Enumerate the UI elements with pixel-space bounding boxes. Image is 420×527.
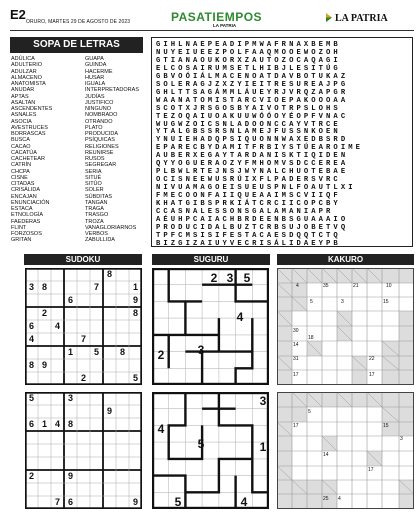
suguru-clue: 4 (157, 422, 165, 436)
word-list-item: ALMACENO (11, 74, 42, 81)
kakuro-clue: 10 (386, 283, 392, 289)
sopa-title: SOPA DE LETRAS (10, 37, 143, 53)
word-list-item: REUNIRSE (85, 149, 114, 156)
grid-row: GIHLNAEPEADIPMWAFRNAXBEMB (156, 41, 341, 49)
kakuro-title: KAKURO (277, 254, 414, 265)
word-list-item: BORRASCAS (11, 131, 46, 137)
suguru-clue: 3 (197, 343, 205, 357)
grid-row: QYYOGUERAOZYFMHOMVSDCCEREA (156, 160, 349, 169)
kakuro-clue: 5 (310, 299, 313, 305)
suguru-clue: 4 (236, 310, 244, 324)
sudoku-given: 4 (54, 419, 60, 429)
word-list-item: GUINDA (85, 62, 107, 69)
word-list-item: VANAGLORIARNOS (85, 224, 137, 231)
kakuro-clue: 17 (293, 423, 299, 429)
brand-name: LA PATRIA (335, 13, 388, 24)
word-list-item: ZABULLIDA (85, 237, 115, 244)
kakuro-clue: 25 (323, 496, 329, 502)
kakuro-clue: 18 (308, 335, 314, 341)
word-list-item: SEGREGAR (85, 162, 117, 169)
kakuro-clue: 5 (308, 409, 311, 415)
word-list-item: CACAO (11, 143, 31, 150)
sudoku-given: 9 (41, 360, 47, 370)
word-list-item: CHCPA (11, 168, 30, 175)
sudoku-title: SUDOKU (24, 254, 142, 265)
word-list-item: CACHETEAR (11, 156, 45, 162)
kakuro-clue: 35 (323, 283, 329, 289)
word-list-item: TRASGO (85, 212, 109, 219)
kakuro-clue: 30 (293, 328, 299, 334)
word-list-item: JUDÍAS (85, 93, 105, 100)
word-list-item: VERBOS (85, 231, 108, 237)
sudoku-given: 1 (67, 347, 73, 357)
grid-row: ELCOSAIRUMSETLHIBJLESITÚG (156, 64, 341, 73)
suguru-clue: 3 (226, 271, 234, 285)
sudoku-given: 1 (41, 419, 47, 429)
grid-row: YNUIEHADQPSIQUONNWAXEDBSRD (156, 136, 349, 145)
word-list-item: ASNALES (11, 112, 37, 119)
kakuro-clue: 4 (338, 496, 341, 502)
kakuro-clue: 15 (383, 299, 389, 305)
word-list-item: BUSCA (11, 137, 30, 144)
kakuro-clue: 14 (323, 452, 329, 458)
sudoku-given: 8 (28, 360, 34, 370)
suguru-clue: 5 (174, 495, 182, 509)
kakuro-clue: 17 (369, 372, 375, 378)
suguru-clue: 2 (157, 348, 165, 362)
word-list-item: CITADAS (11, 181, 35, 187)
sudoku-given: 7 (93, 282, 99, 292)
word-list-item: ADULZAR (11, 68, 37, 75)
kakuro-puzzle-1 (277, 268, 414, 385)
sudoku-given: 5 (132, 373, 138, 383)
word-list-item: RUSOS (85, 156, 105, 162)
word-list-item: IGUALA (85, 81, 106, 87)
sudoku-given: 6 (67, 497, 73, 507)
word-list-item: CACATÚA (11, 149, 37, 156)
suguru-clue: 2 (210, 271, 218, 285)
sudoku-given: 4 (54, 321, 60, 331)
word-list-item: INTERPRETADORAS (85, 87, 139, 94)
word-list-item: ASCENDENTES (11, 106, 53, 112)
word-list-item: SÚBDITAS (85, 193, 113, 200)
word-list-item: PRODUCIDA (85, 131, 119, 137)
word-list-item: ASALTAN (11, 99, 36, 106)
kakuro-clue: 3 (400, 436, 403, 442)
word-list-item: ETNOLOGÍA (11, 212, 44, 219)
word-list-item: AVESTRUCES (11, 124, 48, 131)
word-list-item: FAEDERAS (11, 218, 41, 225)
grid-row: FMECOONFAIIQUEAAIMSCVIIQF (156, 192, 341, 201)
word-list-item: ANATOMISTA (11, 81, 46, 87)
logo-main-text: PASATIEMPOS (171, 10, 263, 24)
sudoku-given: 6 (28, 419, 34, 429)
suguru-clue: 3 (259, 394, 267, 408)
sudoku-puzzle-1 (25, 268, 142, 385)
word-list-item: FLINT (11, 224, 27, 231)
sudoku-puzzle-2 (25, 392, 142, 509)
sudoku-given: 4 (28, 334, 34, 344)
word-list-item: RELIGIONES (85, 143, 119, 150)
word-list-item: TANGAN (85, 199, 108, 206)
grid-row: PRODUCIDALBUZTCRBSUJOBETVQ (156, 223, 349, 232)
kakuro-clue: 15 (383, 423, 389, 429)
grid-row: SCOTXJRSGOSBYAIVOTRPSLOHS (156, 104, 341, 113)
pasatiempos-logo (165, 10, 265, 30)
word-list-item: NINGUNO (85, 106, 111, 112)
kakuro-clue: 14 (293, 342, 299, 348)
grid-row: TPFCMSISIFESTACAESDQQTCTQ (156, 231, 341, 240)
sudoku-given: 3 (28, 282, 34, 292)
sudoku-given: 2 (41, 308, 47, 318)
kakuro-clue: 3 (341, 299, 344, 305)
kakuro-clue: 17 (368, 467, 374, 473)
word-list-item: PSÍQUICAS (85, 137, 115, 144)
sudoku-given: 2 (28, 471, 34, 481)
word-list-item: CISNE (11, 174, 28, 181)
sudoku-given: 1 (132, 282, 138, 292)
sudoku-given: 9 (67, 471, 73, 481)
grid-row: GHLTTSAGÁMMLÁUEYRJVRQZAPGR (156, 88, 349, 97)
sudoku-given: 6 (28, 321, 34, 331)
grid-row: KHATGIBSPRKIÁTCRCIICOPCBY (156, 200, 341, 208)
word-list-item: ENUNCIACIÓN (11, 199, 50, 206)
word-list-item: ENCAJAN (11, 193, 37, 200)
grid-row: AUBERXEGAYTARDANISKTIQIDEN (156, 152, 349, 161)
sudoku-given: 5 (93, 347, 99, 357)
grid-row: EPARECBYDAMITFRBIYSTÚEAROIME (156, 144, 364, 153)
kakuro-puzzle-2 (277, 392, 414, 509)
grid-row: NUYEIUEEZPOLFAAQMOOEWOZOH (156, 48, 341, 57)
kakuro-clue: 17 (293, 372, 299, 378)
grid-row: SOLERAGJZXZYIEITRESUREAJPG (156, 80, 349, 89)
kakuro-clue: 22 (369, 356, 375, 362)
word-list-item: ADÚLICA (11, 56, 35, 62)
sudoku-given: 3 (67, 393, 73, 403)
word-list-item: SITUÉ (85, 174, 102, 181)
word-list-item: FORZOSOS (11, 231, 42, 237)
sudoku-given: 6 (67, 295, 73, 305)
word-list-item: CRISÁLIDA (11, 187, 41, 194)
word-list-item: OTRANDO (85, 118, 113, 125)
suguru-clue: 1 (259, 440, 267, 454)
word-list-item: SERIA (85, 168, 102, 175)
brand-flag-icon (325, 12, 333, 23)
header-divider (10, 30, 414, 31)
word-list-item: HACERME (85, 68, 113, 75)
sudoku-given: 5 (28, 393, 34, 403)
grid-row: PLBWLRTEJNSJWYNALCHUOTEBAE (156, 168, 349, 177)
sudoku-given: 8 (67, 419, 73, 429)
sudoku-given: 9 (106, 406, 112, 416)
sudoku-given: 8 (119, 347, 125, 357)
word-list-item: PLATO (85, 124, 103, 131)
suguru-puzzle-2 (152, 392, 269, 509)
suguru-clue: 5 (197, 437, 205, 451)
word-search-grid (151, 37, 413, 247)
word-list-item: ESTACA (11, 206, 33, 212)
word-list-item: SOLER (85, 187, 104, 194)
logo-sub-text: LA PATRIA (213, 23, 237, 28)
suguru-puzzle-1 (152, 268, 269, 385)
word-list-item: HUSAR (85, 74, 105, 81)
grid-row: CCASNALESSONSGALAMANIAPR (156, 207, 334, 216)
suguru-title: SUGURU (152, 254, 270, 265)
grid-row: BIZGIZAIUYVECRISÁLIDAEYPB (156, 239, 341, 248)
sudoku-given: 7 (80, 334, 86, 344)
sudoku-given: 7 (54, 497, 60, 507)
sudoku-given: 8 (41, 282, 47, 292)
word-list-item: SITÚO (85, 181, 102, 187)
word-list-right (85, 56, 139, 244)
dateline: ORURO, MARTES 29 DE AGOSTO DE 2023 (26, 19, 131, 25)
kakuro-clue: 21 (353, 283, 359, 289)
sudoku-given: 9 (132, 295, 138, 305)
grid-row: OCISNEEWUSRÚIXFLPADERSVRC (156, 176, 341, 185)
word-list-item: CATRÍN (11, 162, 32, 169)
suguru-clue: 4 (240, 495, 248, 509)
word-list-item: TRAGA (85, 206, 104, 212)
grid-row: NIVUAMAGOEISUEUSPNLFOAUTLXI (156, 184, 356, 193)
word-list-item: APTAS (11, 93, 29, 100)
suguru-clue: 5 (243, 271, 251, 285)
grid-row: WAANATOMISTARCVIOEPAKOOOAA (156, 96, 349, 105)
grid-row: GBVOÓIÁLMACENOATDAVBOTUKAZ (156, 72, 349, 81)
word-list-item: TROZA (85, 218, 104, 225)
word-list-item: NOMBRADO (85, 112, 118, 119)
grid-row: TEZOQAIUOAKUUWÓÓOYÉOPFVNAC (156, 112, 349, 121)
word-list-left (11, 56, 52, 244)
sudoku-given: 8 (132, 308, 138, 318)
kakuro-clue: 31 (293, 356, 299, 362)
kakuro-clue: 4 (296, 283, 299, 289)
word-list-item: GRITAN (11, 237, 32, 244)
sudoku-given: 9 (132, 497, 138, 507)
word-list-item: ADULTERIO (11, 62, 43, 69)
word-list-item: GUAPA (85, 56, 104, 62)
page-number: E2 (10, 7, 26, 22)
word-list-item: ANUDAR (11, 87, 35, 94)
grid-row: GTIANAOUKORXZAUTOZOCAQAGI (156, 56, 341, 65)
sudoku-given: 2 (80, 373, 86, 383)
sudoku-given: 8 (106, 269, 112, 279)
grid-row: YTALGBSSRSNLAMEJFUSSNKOEN (156, 128, 341, 137)
word-list-item: ASOCIA (11, 118, 32, 125)
grid-row: AÉUHPCAIACHBRDEENBSGUAAAIO (156, 215, 349, 224)
grid-row: WUGWZOICSNLADOONCCAYVTRCE (156, 120, 341, 129)
word-list-item: JUSTIFICO (85, 99, 114, 106)
